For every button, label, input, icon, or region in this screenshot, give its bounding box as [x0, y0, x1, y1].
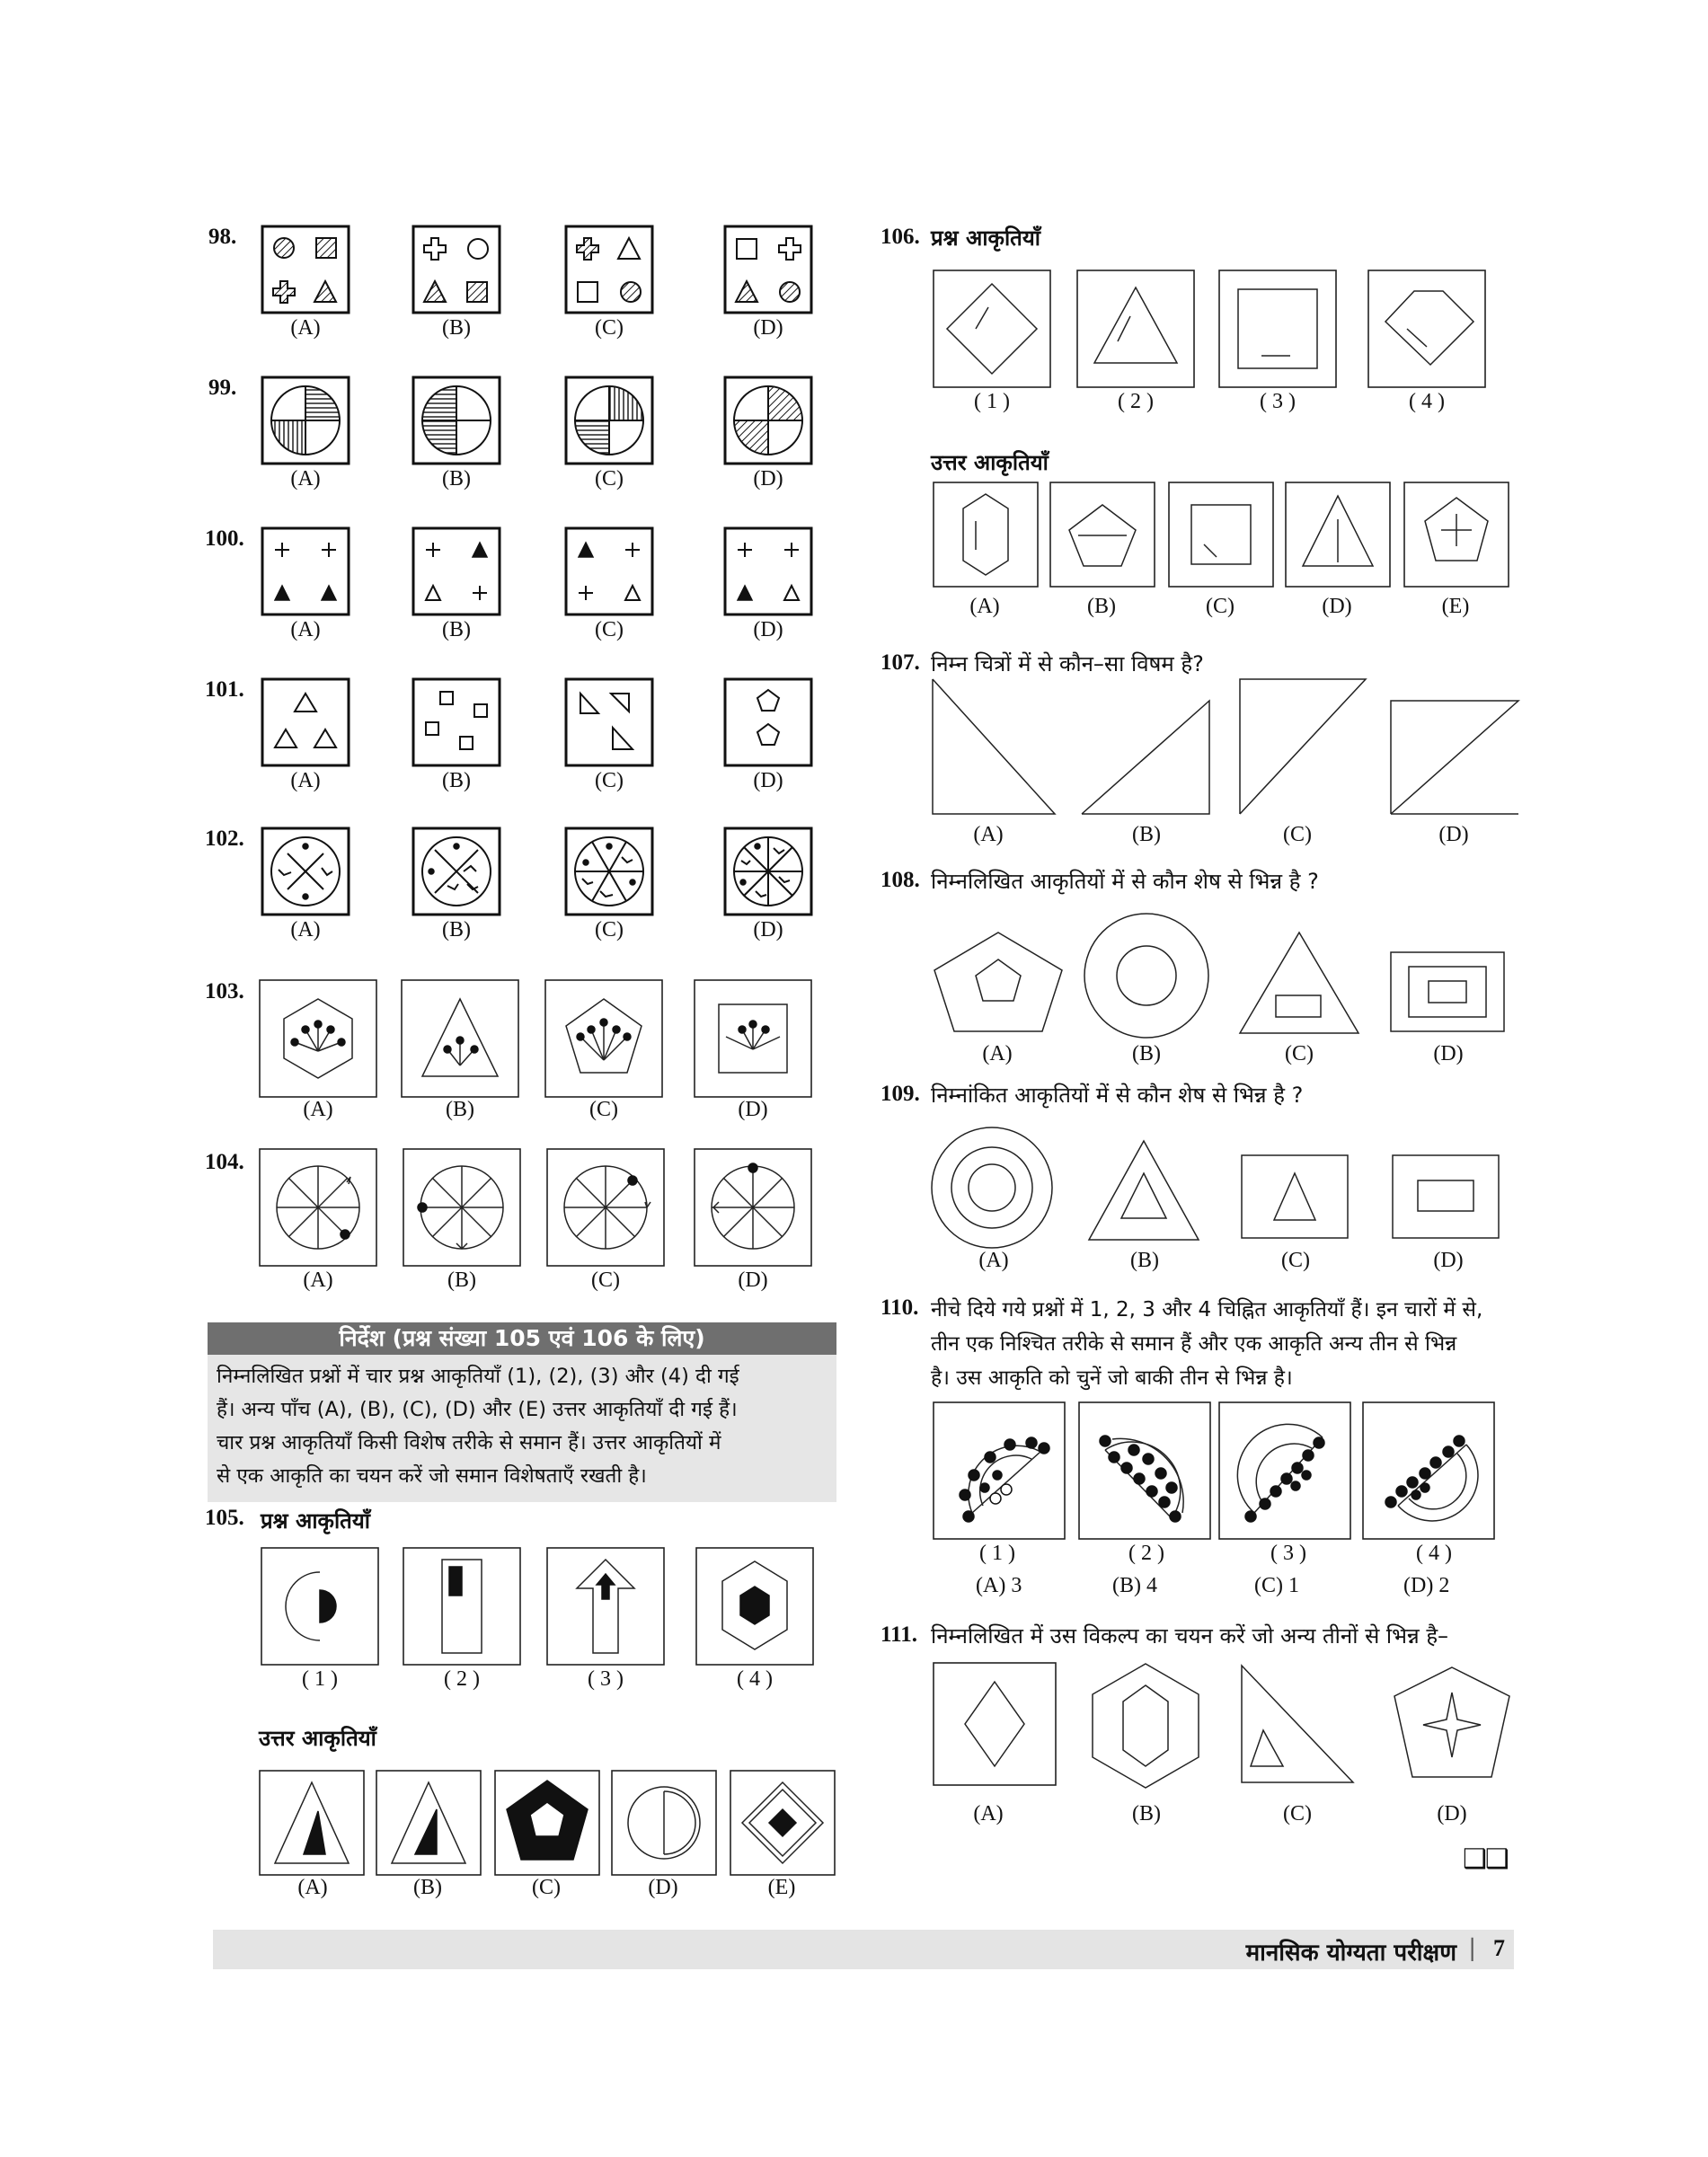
- q98-figure-d: [723, 225, 813, 314]
- option-label: ( 1 ): [302, 1667, 338, 1691]
- option-label: (A): [973, 1802, 1004, 1825]
- q106-answer-b: [1049, 482, 1155, 588]
- option-label: (C): [532, 1876, 561, 1899]
- q100-figure-c: [564, 526, 654, 616]
- question-number: 110.: [881, 1295, 919, 1320]
- q105-figure-4: [695, 1547, 814, 1666]
- option-label: (A): [978, 1249, 1009, 1272]
- footer-bar: [213, 1930, 1514, 1969]
- directions-body: [208, 1355, 836, 1498]
- question-number: 101.: [205, 677, 244, 702]
- question-number: 107.: [881, 650, 920, 675]
- option-label: (B): [1132, 823, 1161, 846]
- q106-answer-c: [1168, 482, 1274, 588]
- footer-title: मानसिक योग्यता परीक्षण: [1245, 1940, 1456, 1967]
- answer-option: (D) 2: [1403, 1574, 1450, 1597]
- question-number: 99.: [208, 376, 237, 400]
- question-number: 111.: [881, 1622, 917, 1647]
- question-text: निम्न चित्रों में से कौन–सा विषम है?: [931, 651, 1204, 676]
- directions-line: से एक आकृति का चयन करें जो समान विशेषताएँ रखती है।: [217, 1464, 647, 1488]
- answer-option: (A) 3: [976, 1574, 1022, 1597]
- question-number: 104.: [205, 1150, 244, 1174]
- option-label: (A): [297, 1876, 328, 1899]
- option-label: (A): [290, 316, 321, 340]
- q111-figure-a: [933, 1662, 1057, 1786]
- option-label: (A): [290, 769, 321, 792]
- q98-figure-c: [564, 225, 654, 314]
- q105-answer-c: [494, 1770, 600, 1876]
- q110-figure-3: [1218, 1401, 1351, 1540]
- option-label: (B): [1087, 595, 1116, 618]
- option-label: (A): [290, 618, 321, 641]
- q110-figure-2: [1078, 1401, 1211, 1540]
- option-label: (A): [290, 918, 321, 941]
- option-label: (D): [753, 467, 783, 491]
- option-label: (C): [595, 918, 624, 941]
- directions-heading: निर्देश (प्रश्न संख्या 105 एवं 106 के लिए): [208, 1322, 836, 1355]
- directions-line: निम्नलिखित प्रश्नों में चार प्रश्न आकृतियाँ (1), (2), (3) और (4) दी गई: [217, 1365, 739, 1388]
- q106-answer-e: [1403, 482, 1509, 588]
- option-label: (D): [1433, 1249, 1464, 1272]
- option-label: (B): [442, 316, 471, 340]
- question-number: 108.: [881, 868, 920, 892]
- footer-separator: |: [1468, 1935, 1476, 1962]
- q102-figure-c: [564, 827, 654, 916]
- option-label: ( 2 ): [1118, 390, 1154, 413]
- option-label: ( 4 ): [1409, 390, 1445, 413]
- q105-answer-d: [611, 1770, 717, 1876]
- q104-figure-d: [694, 1148, 812, 1267]
- question-text: निम्नलिखित में उस विकल्प का चयन करें जो अन्य तीनों से भिन्न है–: [931, 1623, 1449, 1649]
- question-number: 100.: [205, 526, 244, 551]
- option-label: (D): [753, 316, 783, 340]
- q109-figure-c: [1240, 1154, 1350, 1240]
- q101-figure-a: [261, 677, 350, 767]
- option-label: ( 4 ): [737, 1667, 773, 1691]
- option-label: (A): [303, 1269, 333, 1292]
- option-label: (D): [648, 1876, 678, 1899]
- option-label: (D): [753, 769, 783, 792]
- q106-figure-2: [1076, 270, 1195, 388]
- q101-figure-b: [412, 677, 501, 767]
- q104-figure-b: [403, 1148, 521, 1267]
- option-label: (B): [442, 467, 471, 491]
- option-label: (C): [595, 467, 624, 491]
- q107-figure-c: [1233, 677, 1367, 818]
- q105-answer-e: [730, 1770, 836, 1876]
- option-label: (B): [447, 1269, 476, 1292]
- option-label: (D): [738, 1269, 768, 1292]
- q100-figure-a: [261, 526, 350, 616]
- q105-answer-a: [259, 1770, 365, 1876]
- q106-answer-d: [1285, 482, 1391, 588]
- option-label: (A): [969, 595, 1000, 618]
- q102-figure-a: [261, 827, 350, 916]
- q108-figure-a: [931, 929, 1066, 1035]
- question-text: तीन एक निश्चित तरीके से समान हैं और एक आकृति अन्य तीन से भिन्न: [931, 1332, 1457, 1356]
- q103-figure-a: [259, 979, 377, 1098]
- directions-box: [208, 1322, 836, 1502]
- question-text: निम्नांकित आकृतियों में से कौन शेष से भिन्न है ?: [931, 1083, 1304, 1108]
- option-label: ( 3 ): [1260, 390, 1296, 413]
- question-figures-title: प्रश्न आकृतियाँ: [931, 225, 1040, 251]
- option-label: (A): [303, 1098, 333, 1121]
- option-label: (A): [290, 467, 321, 491]
- q108-figure-d: [1389, 950, 1506, 1033]
- q108-figure-c: [1236, 929, 1362, 1037]
- q98-figure-a: [261, 225, 350, 314]
- question-figures-title: प्रश्न आकृतियाँ: [261, 1508, 370, 1534]
- option-label: ( 3 ): [1270, 1542, 1306, 1565]
- option-label: (B): [1132, 1802, 1161, 1825]
- q100-figure-b: [412, 526, 501, 616]
- question-text: है। उस आकृति को चुनें जो बाकी तीन से भिन्न है।: [931, 1366, 1293, 1390]
- option-label: (C): [595, 618, 624, 641]
- q105-figure-2: [403, 1547, 521, 1666]
- option-label: (D): [753, 618, 783, 641]
- answer-option: (C) 1: [1254, 1574, 1299, 1597]
- option-label: (B): [1130, 1249, 1159, 1272]
- option-label: (E): [1441, 595, 1470, 618]
- q106-figure-4: [1367, 270, 1486, 388]
- q107-figure-a: [931, 677, 1057, 818]
- option-label: (C): [1283, 1802, 1312, 1825]
- end-mark: ❑❑: [1463, 1843, 1508, 1875]
- answer-figures-title: उत्तर आकृतियाँ: [259, 1726, 376, 1751]
- q103-figure-b: [401, 979, 519, 1098]
- option-label: (B): [442, 618, 471, 641]
- answer-figures-title: उत्तर आकृतियाँ: [931, 450, 1049, 475]
- question-number: 105.: [205, 1506, 244, 1530]
- question-number: 98.: [208, 225, 237, 249]
- question-text: निम्नलिखित आकृतियों में से कौन शेष से भिन्न है ?: [931, 869, 1319, 894]
- option-label: (C): [1206, 595, 1235, 618]
- option-label: (E): [767, 1876, 796, 1899]
- option-label: (A): [982, 1042, 1013, 1065]
- question-text: नीचे दिये गये प्रश्नों में 1, 2, 3 और 4 चिह्नित आकृतियाँ हैं। इन चारों में से,: [931, 1298, 1483, 1322]
- option-label: (C): [589, 1098, 618, 1121]
- q99-figure-d: [723, 376, 813, 465]
- option-label: (B): [446, 1098, 474, 1121]
- option-label: ( 1 ): [974, 390, 1010, 413]
- q109-figure-b: [1085, 1137, 1202, 1243]
- q106-figure-3: [1218, 270, 1337, 388]
- q105-figure-1: [261, 1547, 379, 1666]
- q106-figure-1: [933, 270, 1051, 388]
- q107-figure-d: [1389, 697, 1524, 818]
- q110-figure-1: [933, 1401, 1066, 1540]
- question-number: 102.: [205, 827, 244, 851]
- q111-figure-c: [1238, 1662, 1357, 1786]
- option-label: (B): [1132, 1042, 1161, 1065]
- directions-line: चार प्रश्न आकृतियाँ किसी विशेष तरीके से समान हैं। उत्तर आकृतियों में: [217, 1431, 721, 1454]
- option-label: (C): [595, 769, 624, 792]
- option-label: (B): [413, 1876, 442, 1899]
- option-label: (C): [595, 316, 624, 340]
- q99-figure-a: [261, 376, 350, 465]
- q105-figure-3: [546, 1547, 665, 1666]
- option-label: ( 2 ): [444, 1667, 480, 1691]
- option-label: (D): [738, 1098, 768, 1121]
- option-label: ( 2 ): [1128, 1542, 1164, 1565]
- q106-answer-a: [933, 482, 1039, 588]
- question-number: 109.: [881, 1082, 920, 1106]
- page-number: 7: [1493, 1935, 1505, 1961]
- option-label: (D): [753, 918, 783, 941]
- option-label: (D): [1438, 823, 1469, 846]
- question-number: 106.: [881, 225, 920, 249]
- q102-figure-d: [723, 827, 813, 916]
- directions-line: हैं। अन्य पाँच (A), (B), (C), (D) और (E) उत्तर आकृतियाँ दी गई हैं।: [217, 1398, 738, 1421]
- q98-figure-b: [412, 225, 501, 314]
- option-label: (C): [1281, 1249, 1310, 1272]
- option-label: (A): [973, 823, 1004, 846]
- option-label: (D): [1322, 595, 1352, 618]
- q111-figure-d: [1391, 1664, 1513, 1782]
- answer-option: (B) 4: [1112, 1574, 1157, 1597]
- q104-figure-a: [259, 1148, 377, 1267]
- q101-figure-d: [723, 677, 813, 767]
- q111-figure-b: [1089, 1662, 1202, 1790]
- option-label: (D): [1433, 1042, 1464, 1065]
- option-label: (C): [591, 1269, 620, 1292]
- q109-figure-d: [1391, 1154, 1500, 1240]
- q102-figure-b: [412, 827, 501, 916]
- q110-figure-4: [1362, 1401, 1495, 1540]
- option-label: (B): [442, 918, 471, 941]
- q99-figure-b: [412, 376, 501, 465]
- option-label: ( 1 ): [979, 1542, 1015, 1565]
- q107-figure-b: [1078, 697, 1213, 818]
- q105-answer-b: [376, 1770, 482, 1876]
- question-number: 103.: [205, 979, 244, 1003]
- q109-figure-a: [929, 1125, 1055, 1251]
- option-label: (C): [1285, 1042, 1314, 1065]
- option-label: (C): [1283, 823, 1312, 846]
- q103-figure-d: [694, 979, 812, 1098]
- q108-figure-b: [1082, 911, 1211, 1040]
- option-label: (B): [442, 769, 471, 792]
- q100-figure-d: [723, 526, 813, 616]
- option-label: ( 3 ): [588, 1667, 624, 1691]
- option-label: ( 4 ): [1416, 1542, 1452, 1565]
- q101-figure-c: [564, 677, 654, 767]
- q99-figure-c: [564, 376, 654, 465]
- q103-figure-c: [544, 979, 663, 1098]
- option-label: (D): [1437, 1802, 1467, 1825]
- q104-figure-c: [546, 1148, 665, 1267]
